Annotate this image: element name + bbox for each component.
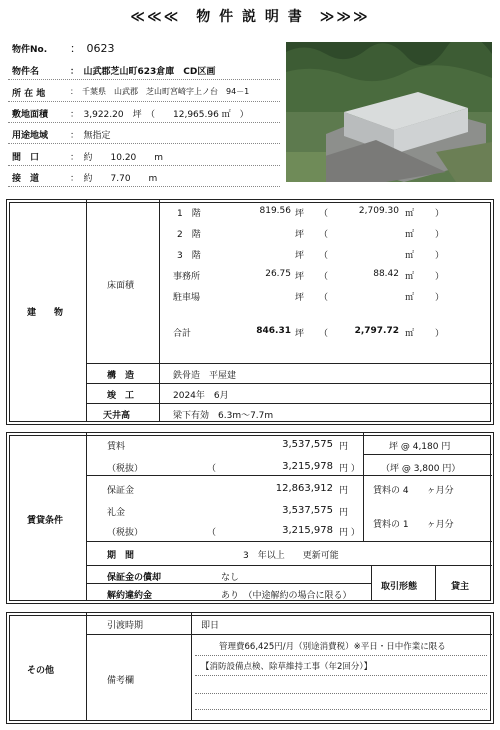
lease-section: 賃貸条件 賃料 3,537,575 円 （税抜） （ 3,215,978 円 ） 坪 @ 4,180 円 （坪 @ 3,800 円） 保証金 12,863,912 円 賃料の 4 ヶ月分 礼金 3,537,575 円 （税抜） （ 3,215,978 円 ） 賃料の 1 ヶ月分 期 間 3 年以上 更新可能 保証金の償却 なし 解約違約金 あり （中途解約の場合に限る） 取引形態 貸主 bbox=[6, 432, 494, 604]
frontage: ： 約 10.20 m bbox=[70, 153, 164, 163]
zoning-label: 用途地域 bbox=[12, 131, 49, 141]
depreciation: なし bbox=[221, 573, 240, 583]
land-area-label: 敷地面積 bbox=[12, 110, 49, 120]
remarks-line-2: 【消防設備点検、除草維持工事（年2回分）】 bbox=[201, 662, 373, 672]
rent-tax-unit: 円 ） bbox=[339, 464, 360, 474]
penalty-label: 解約違約金 bbox=[107, 591, 153, 601]
remarks-label: 備考欄 bbox=[107, 676, 135, 686]
transaction: 貸主 bbox=[451, 582, 470, 592]
property-no: ： 0623 bbox=[70, 42, 115, 55]
structure-label: 構 造 bbox=[107, 371, 135, 381]
zoning-row bbox=[8, 128, 280, 144]
aerial-photo bbox=[286, 42, 492, 182]
location-row bbox=[8, 86, 280, 102]
rent-unit: 円 bbox=[339, 442, 349, 452]
key-money-tax-unit: 円 ） bbox=[339, 528, 360, 538]
property-no-label: 物件No. bbox=[12, 45, 48, 55]
property-name-label: 物件名 bbox=[12, 67, 40, 77]
location-label: 所 在 地 bbox=[12, 89, 46, 99]
property-name-row bbox=[8, 64, 280, 80]
road-label: 接 道 bbox=[12, 174, 40, 184]
zoning: ： 無指定 bbox=[70, 131, 111, 141]
key-money-tax-label: （税抜） bbox=[107, 528, 144, 538]
deposit-label: 保証金 bbox=[107, 486, 135, 496]
key-money: 3,537,575 bbox=[282, 505, 333, 516]
term: 3 年以上 更新可能 bbox=[243, 551, 339, 561]
transaction-label: 取引形態 bbox=[381, 582, 418, 592]
tsubo-price: 坪 @ 4,180 円 bbox=[389, 442, 451, 452]
rent: 3,537,575 bbox=[282, 439, 333, 450]
other-label: その他 bbox=[27, 666, 55, 676]
aerial-photo-image bbox=[286, 42, 492, 182]
document-title: ≪≪≪ 物 件 説 明 書 ≫≫≫ bbox=[130, 9, 370, 25]
completed-label: 竣 工 bbox=[107, 391, 135, 401]
key-money-unit: 円 bbox=[339, 508, 349, 518]
lease-label: 賃貸条件 bbox=[27, 516, 64, 526]
property-name: ： 山武郡芝山町623倉庫 CD区画 bbox=[70, 67, 216, 77]
rent-tax: 3,215,978 bbox=[282, 461, 333, 472]
tsubo-price-tax: （坪 @ 3,800 円） bbox=[381, 464, 461, 474]
rent-label: 賃料 bbox=[107, 442, 126, 452]
remarks-line-1: 管理費66,425円/月（別途消費税）※平日・日中作業に限る bbox=[219, 642, 446, 652]
handover: 即日 bbox=[201, 621, 220, 631]
road-row bbox=[8, 171, 280, 187]
building-label: 建 物 bbox=[27, 308, 64, 318]
location: ： 千葉県 山武郡 芝山町宮崎字上ノ台 94－1 bbox=[70, 87, 250, 96]
ceiling-label: 天井高 bbox=[103, 411, 131, 421]
deposit-unit: 円 bbox=[339, 486, 349, 496]
floor-area-label: 床面積 bbox=[107, 281, 135, 291]
deposit-months: 賃料の 4 ヶ月分 bbox=[373, 486, 454, 496]
key-money-label: 礼金 bbox=[107, 508, 126, 518]
frontage-label: 間 口 bbox=[12, 153, 40, 163]
completed: 2024年 6月 bbox=[173, 391, 229, 401]
land-area-tsubo: ： 3,922.20 坪 bbox=[70, 110, 142, 120]
handover-label: 引渡時期 bbox=[107, 621, 144, 631]
ceiling: 梁下有効 6.3m～7.7m bbox=[173, 411, 274, 421]
land-area-row bbox=[8, 107, 280, 123]
rent-tax-label: （税抜） bbox=[107, 464, 144, 474]
other-section bbox=[6, 612, 494, 724]
deposit: 12,863,912 bbox=[275, 483, 333, 494]
road: ： 約 7.70 m bbox=[70, 174, 158, 184]
term-label: 期 間 bbox=[107, 551, 135, 561]
penalty: あり （中途解約の場合に限る） bbox=[221, 591, 352, 601]
frontage-row bbox=[8, 150, 280, 166]
depreciation-label: 保証金の償却 bbox=[107, 573, 162, 583]
property-no-row bbox=[8, 42, 280, 56]
key-money-months: 賃料の 1 ヶ月分 bbox=[373, 520, 454, 530]
key-money-tax: 3,215,978 bbox=[282, 525, 333, 536]
structure: 鉄骨造 平屋建 bbox=[173, 371, 237, 381]
land-area-m2: （ 12,965.96 ㎡ ） bbox=[146, 110, 249, 120]
building-section: 建 物 床面積 1 階 819.56 坪 （ 2,709.30 ㎡ ） 2 階 坪 （ ㎡ ） 3 階 坪 （ ㎡ ） 事務所 26.75 坪 （ 88.42 ㎡ ） 駐車場 坪 （ ㎡ ） 合計 846.31 坪 （ 2,797.72 ㎡ ） 構 造 鉄骨造 平屋建 竣 工 2024年 6月 天井高 梁下有効 6.3m～7.7m bbox=[6, 199, 494, 425]
